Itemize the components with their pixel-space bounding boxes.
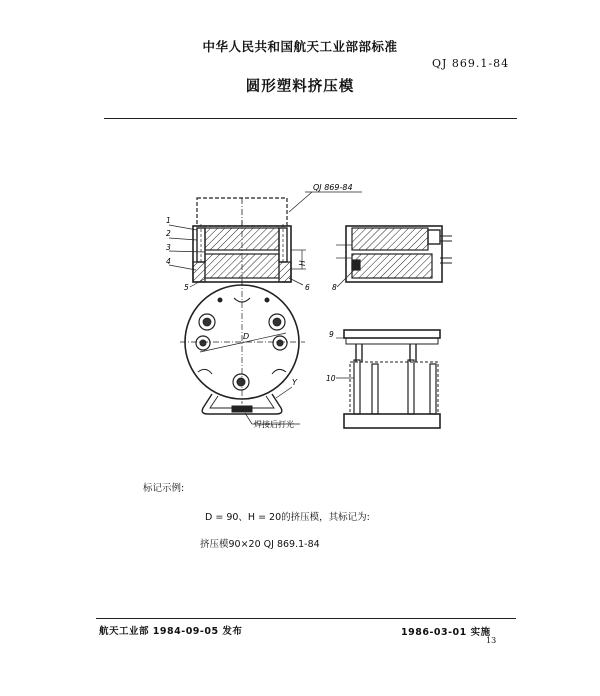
page-number: 13 xyxy=(486,636,497,645)
document-title: 圆形塑料挤压模 xyxy=(245,79,355,95)
latch xyxy=(428,230,440,244)
part-number: 5 xyxy=(184,283,189,292)
example-title: 标记示例: xyxy=(143,483,185,494)
top-plate xyxy=(344,330,440,338)
issuing-organization: 中华人民共和国航天工业部部标准 xyxy=(202,39,398,54)
example-marking: 挤压模90×20 QJ 869.1-84 xyxy=(200,539,320,550)
base-plate xyxy=(344,414,440,428)
part-number: 10 xyxy=(326,374,336,383)
plan-view xyxy=(180,280,305,424)
standard-code: QJ 869.1-84 xyxy=(432,57,510,70)
side-elevation-view xyxy=(336,330,440,428)
part-number: 6 xyxy=(305,283,310,292)
issue-date: 航天工业部 1984-09-05 发布 xyxy=(99,626,243,637)
dimension-d: D xyxy=(243,332,250,341)
side-section-view xyxy=(336,226,452,287)
part-number: 3 xyxy=(166,243,171,252)
weld-note: 焊接后打光 xyxy=(254,420,294,429)
view-label-y: Y xyxy=(292,378,297,387)
implementation-date: 1986-03-01 实施 xyxy=(401,627,491,638)
example-condition: D = 90、H = 20的挤压模，其标记为: xyxy=(205,512,370,523)
part-number: 4 xyxy=(166,257,171,266)
part-number: 2 xyxy=(166,229,171,238)
front-section-view xyxy=(169,192,362,287)
dimension-h: H xyxy=(298,260,307,266)
part-number: 8 xyxy=(332,283,337,292)
reference-label: QJ 869-84 xyxy=(313,183,353,192)
part-number: 1 xyxy=(166,216,171,225)
part-number: 9 xyxy=(329,330,334,339)
footer-rule xyxy=(96,618,516,619)
